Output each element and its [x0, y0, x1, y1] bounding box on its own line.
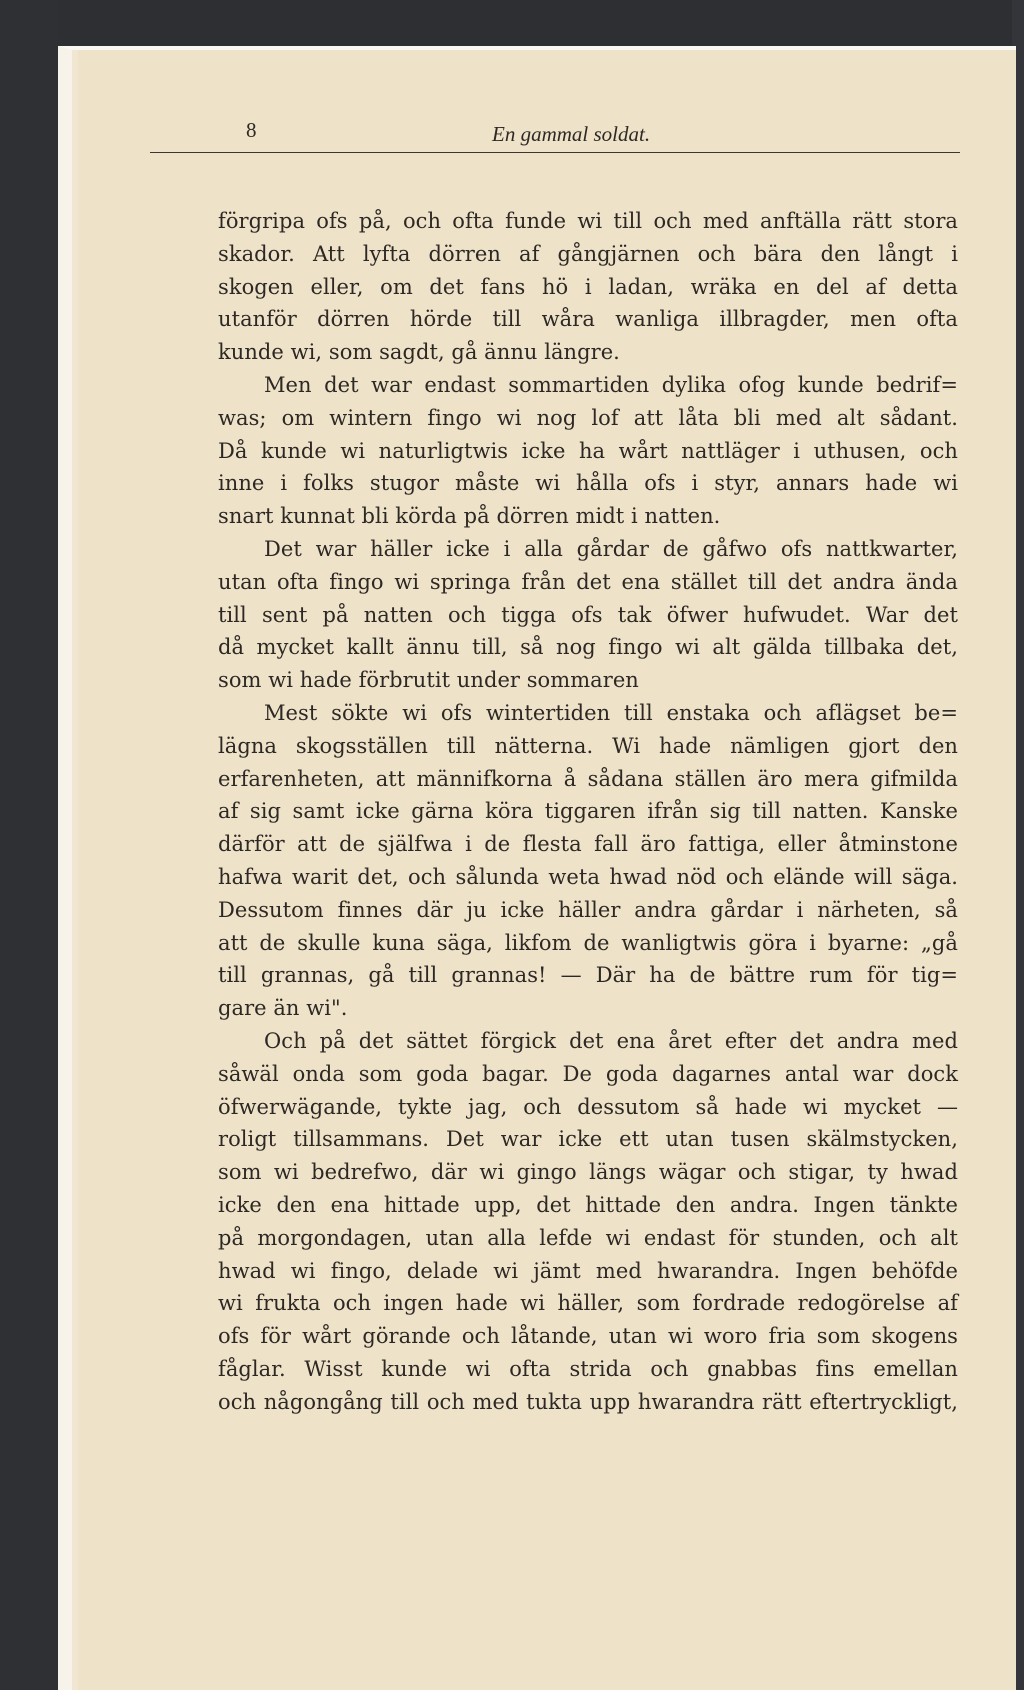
text-line: lägna skogsställen till nätterna. Wi hade nämligen gjort den	[218, 733, 958, 758]
text-line: was; om wintern fingo wi nog lof att låta bli med alt sådant.	[218, 405, 958, 430]
text-line: Och på det sättet förgick det ena året efter det andra med	[264, 1028, 958, 1053]
text-line: hwad wi fingo, delade wi jämt med hwarandra. Ingen behöfde	[218, 1258, 958, 1283]
text-line: inne i folks stugor måste wi hålla ofs i styr, annars hade wi	[218, 471, 958, 496]
text-line: erfarenheten, att männifkorna å sådana ställen äro mera gifmilda	[218, 766, 958, 791]
text-line: wi frukta och ingen hade wi häller, som fordrade redogörelse af	[218, 1291, 958, 1316]
text-line: såwäl onda som goda bagar. De goda dagarnes antal war dock	[218, 1061, 958, 1086]
text-line: och någongång till och med tukta upp hwarandra rätt eftertryckligt,	[218, 1389, 958, 1414]
body-text	[218, 205, 958, 1418]
text-line: ofs för wårt görande och låtande, utan wi woro fria som skogens	[218, 1324, 958, 1349]
text-line: förgripa ofs på, och ofta funde wi till och med anftälla rätt stora	[218, 209, 958, 233]
text-line: af sig samt icke gärna köra tiggaren ifrån sig till natten. Kanske	[218, 799, 958, 824]
page-header	[150, 116, 960, 153]
text-line: till grannas, gå till grannas! — Där ha de bättre rum för tig=	[218, 963, 958, 988]
text-line: Mest sökte wi ofs wintertiden till enstaka och aflägset be=	[264, 700, 958, 725]
text-line: utan ofta fingo wi springa från det ena stället till det andra ända	[218, 569, 958, 594]
text-line: Men det war endast sommartiden dylika ofog kunde bedrif=	[264, 372, 958, 397]
text-line: att de skulle kuna säga, likfom de wanligtwis göra i byarne: „gå	[218, 930, 958, 955]
text-line: snart kunnat bli körda på dörren midt i natten.	[218, 504, 721, 529]
text-line: icke den ena hittade upp, det hittade den andra. Ingen tänkte	[218, 1192, 958, 1217]
text-line: därför att de själfwa i de flesta fall äro fattiga, eller åtminstone	[218, 832, 958, 857]
scan-background-left	[0, 0, 58, 1690]
text-line: kunde wi, som sagdt, gå ännu längre.	[218, 340, 620, 365]
text-line: då mycket kallt ännu till, så nog fingo wi alt gälda tillbaka det,	[218, 635, 958, 660]
scan-background-top	[0, 0, 1024, 48]
text-line: Då kunde wi naturligtwis icke ha wårt nattläger i uthusen, och	[218, 438, 958, 463]
running-title: En gammal soldat.	[492, 122, 651, 146]
text-line: fåglar. Wisst kunde wi ofta strida och gnabbas fins emellan	[218, 1356, 958, 1381]
text-line: som wi hade förbrutit under sommaren	[218, 668, 639, 693]
text-line: hafwa warit det, och sålunda weta hwad nöd och elände will säga.	[218, 864, 958, 889]
text-line: skogen eller, om det fans hö i ladan, wräka en del af detta	[218, 274, 958, 299]
text-line: som wi bedrefwo, där wi gingo längs wägar och stigar, ty hwad	[218, 1160, 958, 1185]
text-line: skador. Att lyfta dörren af gångjärnen och bära den långt i	[218, 241, 958, 266]
text-line: öfwerwägande, tykte jag, och dessutom så hade wi mycket —	[218, 1094, 958, 1119]
text-line: till sent på natten och tigga ofs tak öfwer hufwudet. War det	[218, 602, 958, 627]
text-line: roligt tillsammans. Det war icke ett utan tusen skälmstycken,	[218, 1127, 958, 1152]
text-line: gare än wi".	[218, 996, 348, 1021]
page-number: 8	[246, 118, 257, 142]
text-line: på morgondagen, utan alla lefde wi endast för stunden, och alt	[218, 1225, 958, 1250]
text-line: Det war häller icke i alla gårdar de gåfwo ofs nattkwarter,	[264, 536, 958, 561]
text-line: Dessutom finnes där ju icke häller andra gårdar i närheten, så	[218, 897, 958, 922]
text-line: utanför dörren hörde till wåra wanliga illbragder, men ofta	[218, 307, 958, 332]
